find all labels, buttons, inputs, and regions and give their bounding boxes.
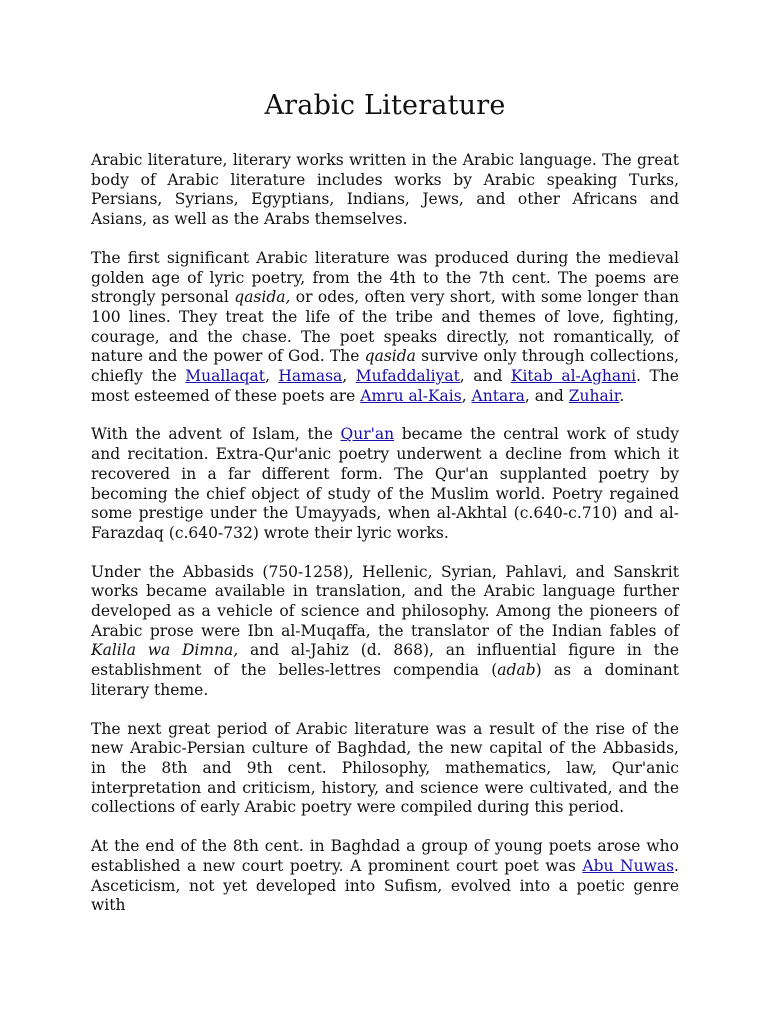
text: . Asceticism, not yet developed into Sufism, evolved into a poetic genre with <box>91 856 679 915</box>
page-title: Arabic Literature <box>264 90 506 121</box>
text: , <box>461 386 472 405</box>
link-amru-al-kais[interactable]: Amru al-Kais <box>360 386 462 405</box>
text: survive only through collections, chiefly the <box>91 347 679 386</box>
text: ) as a dominant literary theme. <box>91 661 680 699</box>
link-muallaqat[interactable]: Muallaqat <box>185 367 265 386</box>
paragraph-court-poetry <box>91 837 679 916</box>
paragraph-baghdad: The next great period of Arabic literature was a result of the rise of the new Arabic-Persian culture of Baghdad, the new capital of the Abbasids, in the 8th and 9th cent. Philosophy, mathematics, law, Qur'anic interpretation and criticism, history, and science were cultivated, and the collections of early Arabic poetry were compiled during this period. <box>91 719 679 817</box>
text: , and <box>459 367 511 386</box>
text: At the end of the 8th cent. in Baghdad a group of young poets arose who established a new court poetry. A prominent court poet was <box>91 837 679 875</box>
link-hamasa[interactable]: Hamasa <box>278 367 343 386</box>
document-page <box>91 88 679 935</box>
paragraph-abbasids <box>91 563 679 701</box>
text: . <box>619 386 625 405</box>
paragraph-intro: Arabic literature, literary works written in the Arabic language. The great body of Arabic literature includes works by Arabic speaking Turks, Persians, Syrians, Egyptians, Indians, Jews, and other Africans and Asians, as well as the Arabs themselves. <box>91 151 679 229</box>
link-abu-nuwas[interactable]: Abu Nuwas <box>582 856 675 875</box>
text: or odes, often very short, with some longer than 100 lines. They treat the life of the tribe and themes of love, fighting, courage, and the chase. The poet speaks directly, not romantically, of nature and the power of God. The <box>91 288 679 366</box>
italic-term-adab: adab <box>497 661 536 680</box>
text: , <box>342 367 356 386</box>
text: , and <box>524 386 569 405</box>
italic-title-kalila: Kalila wa Dimna, <box>91 641 239 660</box>
link-mufaddaliyat[interactable]: Mufaddaliyat <box>355 367 460 386</box>
text: , <box>264 367 279 386</box>
text: and al-Jahiz (d. 868), an influential figure in the establishment of the belles-lettres compendia ( <box>91 641 679 680</box>
italic-term-qasida: qasida <box>364 347 416 366</box>
italic-term-qasida: qasida, <box>234 288 291 307</box>
link-quran[interactable]: Qur'an <box>340 425 395 444</box>
text: . The most esteemed of these poets are <box>91 367 679 405</box>
link-kitab-al-aghani[interactable]: Kitab al-Aghani <box>510 367 637 386</box>
text: Under the Abbasids (750-1258), Hellenic, Syrian, Pahlavi, and Sanskrit works became available in translation, and the Arabic language further developed as a vehicle of science and philosophy. Among the pioneers of Arabic prose were Ibn al-Muqaffa, the translator of the Indian fables of <box>91 562 679 640</box>
link-antara[interactable]: Antara <box>471 386 525 405</box>
text: The first significant Arabic literature was produced during the medieval golden age of lyric poetry, from the 4th to the 7th cent. The poems are strongly personal <box>91 248 679 307</box>
text: With the advent of Islam, the <box>91 425 341 444</box>
paragraph-golden-age <box>91 249 679 407</box>
paragraph-islam <box>91 425 679 543</box>
link-zuhair[interactable]: Zuhair <box>568 386 620 405</box>
text: became the central work of study and recitation. Extra-Qur'anic poetry underwent a decline from which it recovered in a far different form. The Qur'an supplanted poetry by becoming the chief object of study of the Muslim world. Poetry regained some prestige under the Umayyads, when al-Akhtal (c.640-c.710) and al-Farazdaq (c.640-732) wrote their lyric works. <box>91 425 680 542</box>
